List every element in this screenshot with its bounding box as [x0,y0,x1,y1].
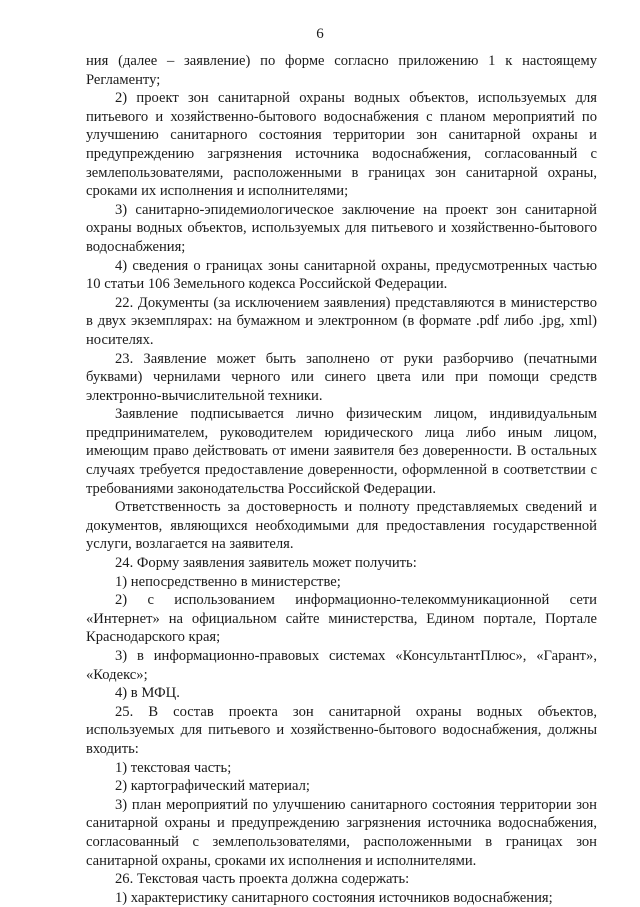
paragraph: 22. Документы (за исключением заявления) представляются в министерство в двух экземплярах: на бумажном и электронном (в формате .pdf либо .jpg, xml) носителях. [86,294,597,348]
paragraph: 3) план мероприятий по улучшению санитарного состояния территории зон санитарной охраны и предупреждению загрязнения источника водоснабжения, согласованный с землепользователями, расположенными в границах зон санитарной охраны, сроками их исполнения и исполнителями. [86,796,597,869]
paragraph: 1) непосредственно в министерстве; [115,573,341,590]
page-number: 6 [316,26,324,42]
body-text [86,52,597,907]
paragraph: 3) санитарно-эпидемиологическое заключение на проект зон санитарной охраны водных объектов, используемых для питьевого и хозяйственно-бытового водоснабжения; [86,201,597,255]
paragraph: 25. В состав проекта зон санитарной охраны водных объектов, используемых для питьевого и хозяйственно-бытового водоснабжения, должны входить: [86,703,597,757]
paragraph: 24. Форму заявления заявитель может получить: [115,555,417,572]
paragraph: 3) в информационно-правовых системах «КонсультантПлюс», «Гарант», «Кодекс»; [86,648,597,683]
paragraph: 23. Заявление может быть заполнено от руки разборчиво (печатными буквами) чернилами черного или синего цвета или при помощи средств электронно-вычислительной техники. [86,350,597,404]
paragraph: 26. Текстовая часть проекта должна содержать: [115,871,410,888]
paragraph: 1) текстовая часть; [115,759,232,776]
paragraph: 1) характеристику санитарного состояния источников водоснабжения; [115,889,553,906]
paragraph: 4) сведения о границах зоны санитарной охраны, предусмотренных частью 10 статьи 106 Земельного кодекса Российской Федерации. [86,257,597,293]
paragraph: 2) с использованием информационно-телекоммуникационной сети «Интернет» на официальном сайте министерства, Едином портале, Портале Краснодарского края; [86,592,597,646]
paragraph: 2) проект зон санитарной охраны водных объектов, используемых для питьевого и хозяйственно-бытового водоснабжения с планом мероприятий по улучшению санитарного состояния территории зон санитарной охраны и предупреждению загрязнения источника водоснабжения, согласованный с землепользователями, расположенными в границах зон санитарной охраны, сроками их исполнения и исполнителями; [86,90,597,200]
paragraph: 4) в МФЦ. [115,685,180,702]
paragraph: Ответственность за достоверность и полноту представляемых сведений и документов, являющихся необходимыми для предоставления государственной услуги, возлагается на заявителя. [86,499,597,553]
paragraph: ния (далее – заявление) по форме согласно приложению 1 к настоящему Регламенту; [86,53,597,88]
paragraph: 2) картографический материал; [115,778,310,795]
paragraph: Заявление подписывается лично физическим лицом, индивидуальным предпринимателем, руководителем юридического лица либо иным лицом, имеющим право действовать от имени заявителя без доверенности. В остальных случаях требуется предоставление доверенности, оформленной в соответствии с требованиями законодательства Российской Федерации. [86,406,597,497]
